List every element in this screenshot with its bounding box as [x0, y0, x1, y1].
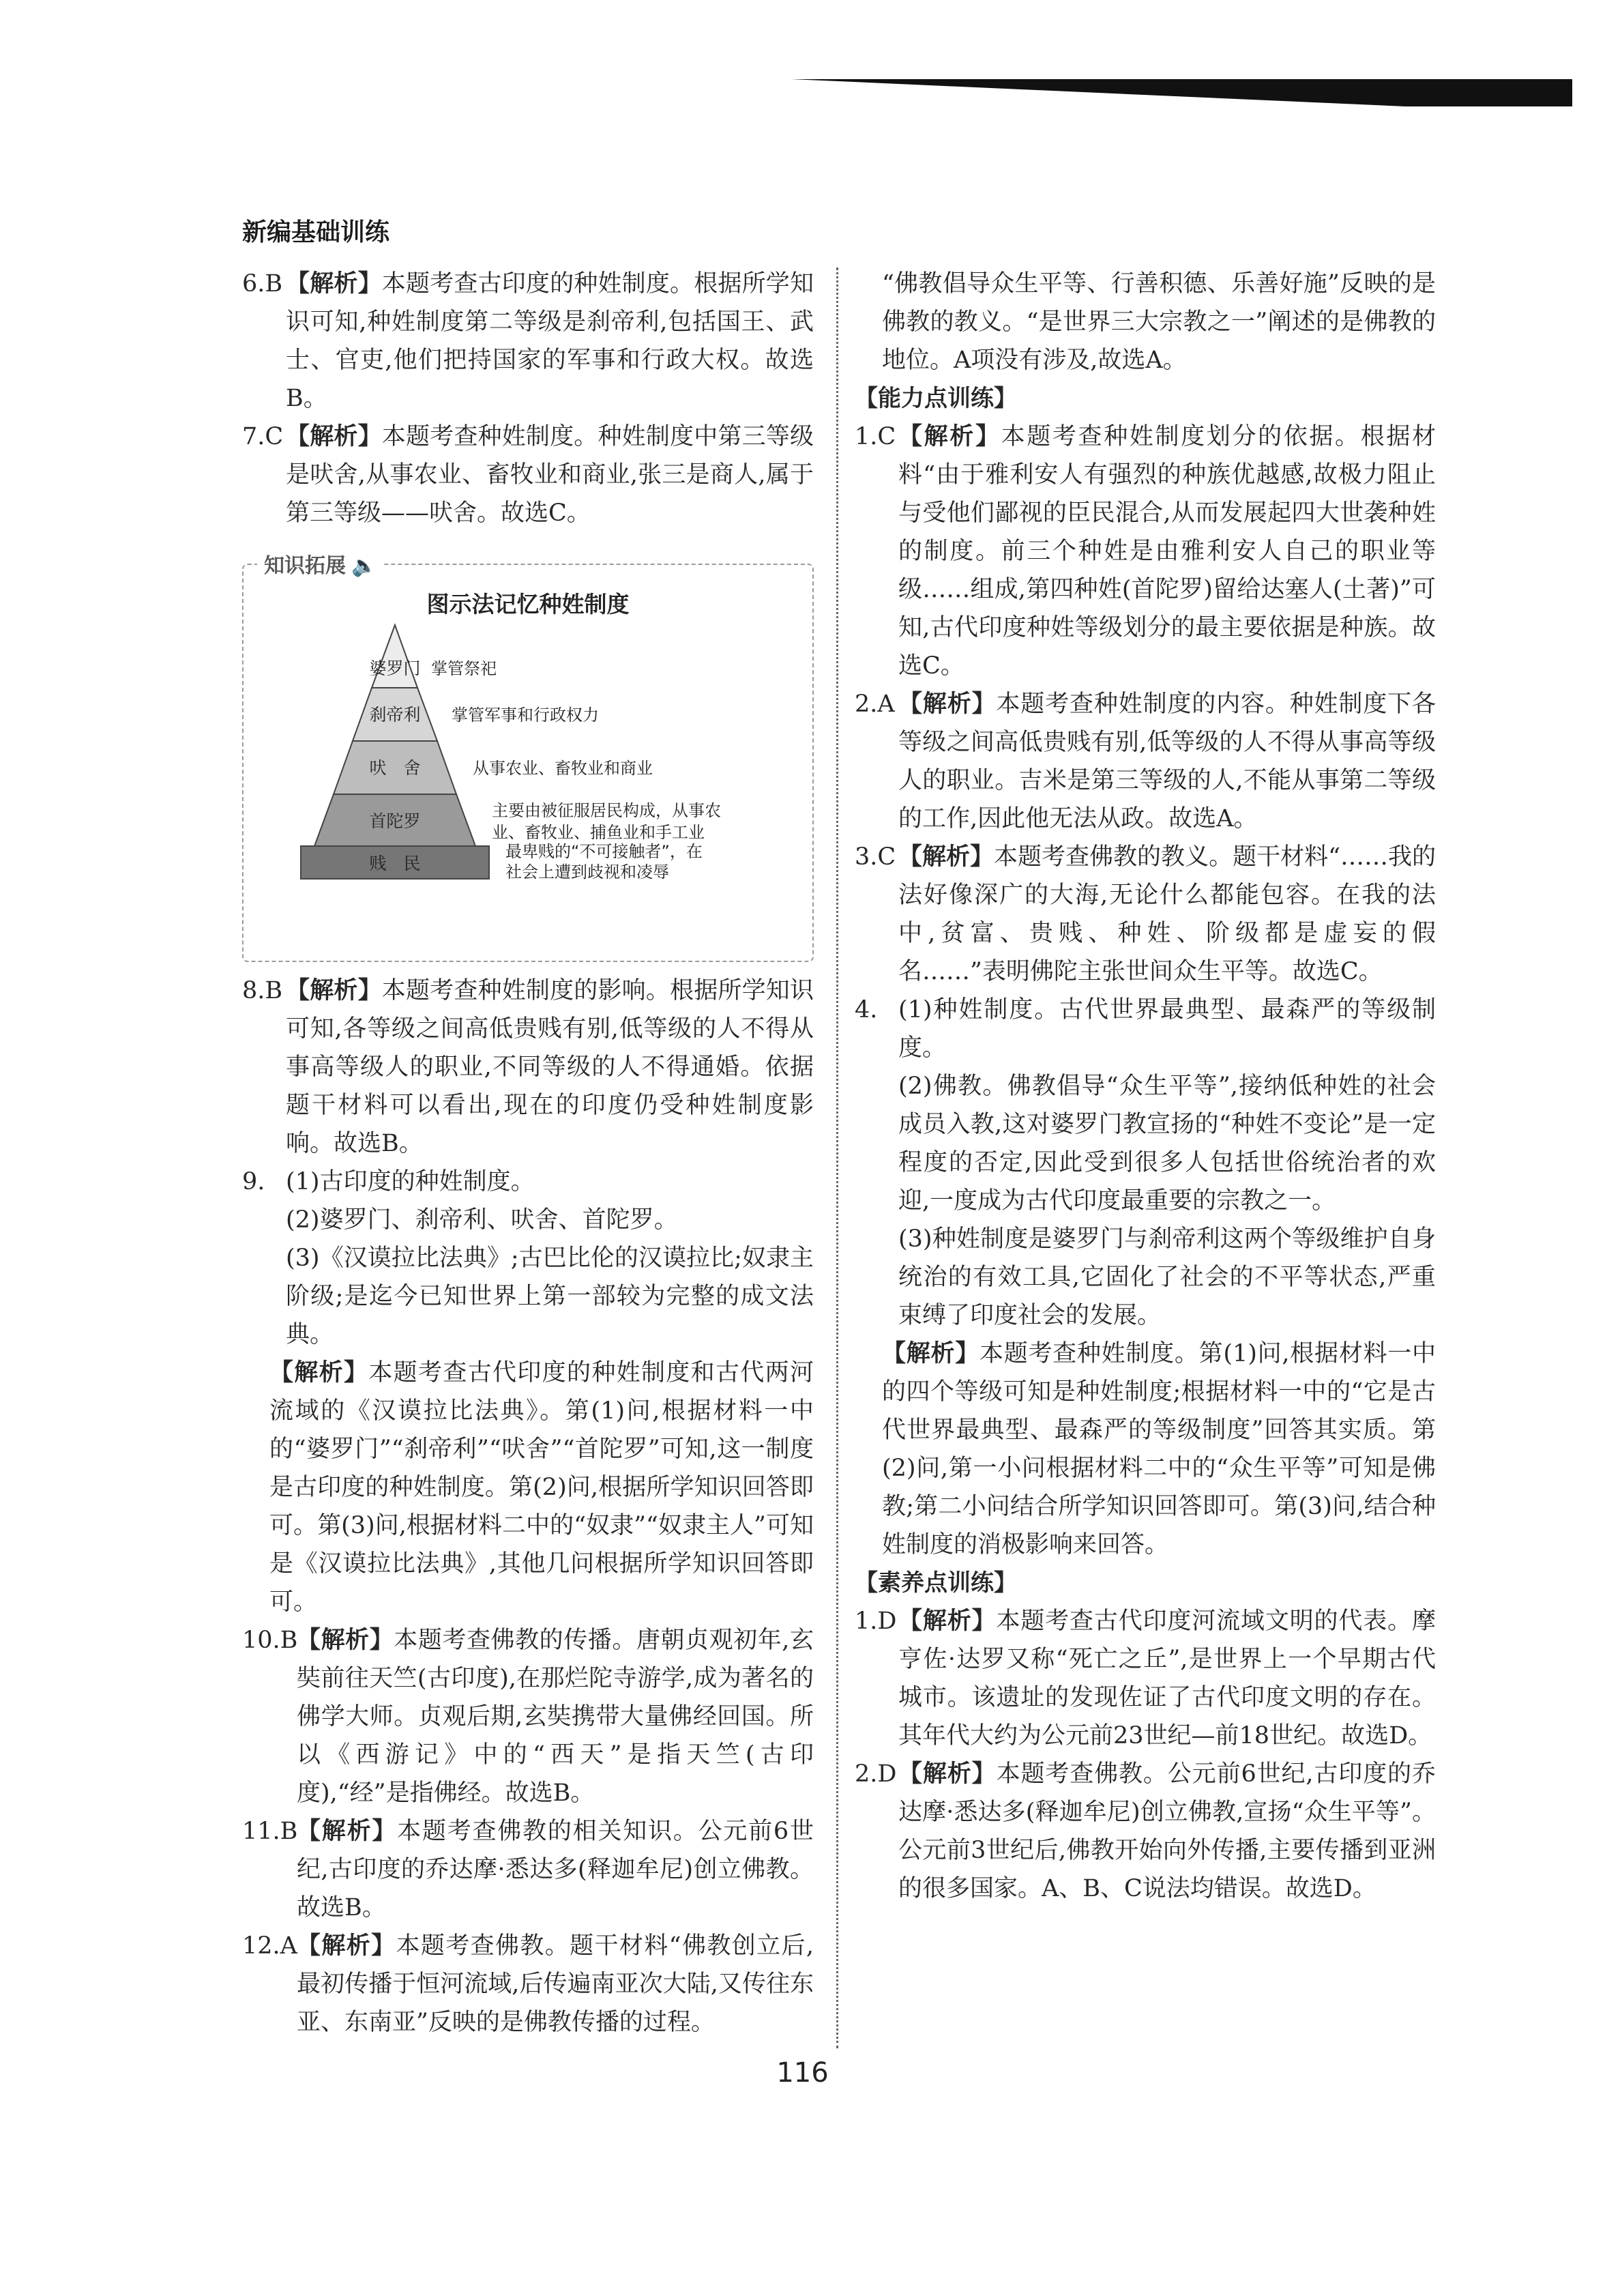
answer-number: 3.C: [855, 843, 896, 871]
analysis-tag: 【解析】: [297, 1818, 398, 1845]
tier-name: 吠 舍: [369, 758, 421, 778]
answer-text: 本题考查佛教的教义。题干材料“……我的法好像深广的大海,无论什么都能包容。在我的法中,贫富、贵贱、种姓、阶级都是虚妄的假名……”表明佛陀主张世间众生平等。故选C。: [898, 843, 1436, 985]
tier-name: 首陀罗: [369, 811, 421, 831]
analysis-tag: 【解析】: [286, 423, 382, 450]
header-decor-bar: [791, 79, 1572, 106]
section-heading-literacy: 【素养点训练】: [855, 1569, 1017, 1597]
tier-name: 婆罗门: [369, 658, 421, 678]
answer-text: 本题考查佛教。题干材料“佛教创立后,最初传播于恒河流域,后传遍南亚次大陆,又传往东亚、东南亚”反映的是佛教传播的过程。: [297, 1932, 814, 2036]
answer-number: 8.B: [242, 977, 283, 1004]
ability-answer-3: [855, 838, 1436, 991]
answer-8: [242, 972, 814, 1163]
analysis-tag: 【解析】: [898, 691, 997, 718]
answer-number: 7.C: [242, 423, 284, 450]
answer-part-2: (2)佛教。佛教倡导“众生平等”,接纳低种姓的社会成员入教,这对婆罗门教宣扬的“种姓不变论”是一定程度的否定,因此受到很多人包括世俗统治者的欢迎,一度成为古代印度最重要的宗教之一。: [898, 1073, 1436, 1215]
analysis-tag: 【解析】: [286, 977, 382, 1004]
knowledge-extension-label-text: 知识拓展: [264, 554, 346, 578]
pyramid-tier-brahmin: [372, 625, 417, 688]
ability-answer-4: [855, 991, 1436, 1335]
literacy-answer-1: [855, 1602, 1436, 1755]
caste-pyramid: [244, 565, 812, 961]
answer-10: [242, 1621, 814, 1812]
ability-answer-4-analysis: [855, 1335, 1436, 1564]
answer-12-continuation: “佛教倡导众生平等、行善积德、乐善好施”反映的是佛教的教义。“是世界三大宗教之一”阐述的是佛教的地位。A项没有涉及,故选A。: [882, 270, 1436, 374]
ability-answer-2: [855, 685, 1436, 838]
page-number: 116: [776, 2057, 829, 2089]
diagram-title: 图示法记忆种姓制度: [426, 591, 630, 617]
analysis-text: 本题考查古代印度的种姓制度和古代两河流域的《汉谟拉比法典》。第(1)问,根据材料一中的“婆罗门”“刹帝利”“吠舍”“首陀罗”可知,这一制度是古印度的种姓制度。第(2)问,根据所学知识回答即可。第(3)问,根据材料二中的“奴隶”“奴隶主人”可知是《汉谟拉比法典》,其他几问根据所学知识回答即可。: [269, 1359, 814, 1616]
answer-text: 本题考查古印度的种姓制度。根据所学知识可知,种姓制度第二等级是刹帝利,包括国王、武士、官吏,他们把持国家的军事和行政大权。故选B。: [286, 270, 814, 412]
answer-number: 6.B: [242, 270, 283, 297]
analysis-tag: 【解析】: [269, 1359, 369, 1386]
column-divider: [836, 267, 838, 2048]
answer-number: 9.: [242, 1168, 265, 1195]
answer-number: 12.A: [242, 1932, 297, 1960]
answer-number: 2.D: [855, 1760, 897, 1788]
answer-part-3: (3)《汉谟拉比法典》;古巴比伦的汉谟拉比;奴隶主阶级;是迄今已知世界上第一部较为完整的成文法典。: [286, 1245, 814, 1348]
answer-11: [242, 1812, 814, 1927]
left-column: [242, 265, 814, 2041]
answer-12: [242, 1927, 814, 2041]
answer-9-analysis: [242, 1354, 814, 1621]
answer-part-1: (1)种姓制度。古代世界最典型、最森严的等级制度。: [898, 996, 1436, 1062]
tier-description: 主要由被征服居民构成，从事农: [492, 801, 721, 820]
knowledge-extension-box: [242, 554, 814, 962]
tier-description: 从事农业、畜牧业和商业: [473, 759, 653, 778]
analysis-tag: 【解析】: [898, 423, 1001, 450]
answer-text: 本题考查古代印度河流域文明的代表。摩亨佐·达罗又称“死亡之丘”,是世界上一个早期古代城市。该遗址的发现佐证了古代印度文明的存在。其年代大约为公元前23世纪—前18世纪。故选D。: [898, 1608, 1436, 1749]
tier-description: 掌管军事和行政权力: [452, 706, 599, 725]
answer-text: 本题考查佛教的相关知识。公元前6世纪,古印度的乔达摩·悉达多(释迦牟尼)创立佛教。故选B。: [297, 1818, 814, 1921]
tier-description: 业、畜牧业、捕鱼业和手工业: [492, 823, 705, 842]
section-heading-ability: 【能力点训练】: [855, 385, 1017, 412]
answer-number: 1.D: [855, 1608, 897, 1635]
answer-text: 本题考查种姓制度划分的依据。根据材料“由于雅利安人有强烈的种族优越感,故极力阻止与受他们鄙视的臣民混合,从而发展起四大世袭种姓的制度。前三个种姓是由雅利安人自己的职业等级……组成,第四种姓(首陀罗)留给达塞人(土著)”可知,古代印度种姓等级划分的最主要依据是种族。故选C。: [898, 423, 1436, 680]
right-column: [855, 265, 1436, 1908]
answer-text: 本题考查种姓制度的内容。种姓制度下各等级之间高低贵贱有别,低等级的人不得从事高等级人的职业。吉米是第三等级的人,不能从事第二等级的工作,因此他无法从政。故选A。: [898, 691, 1436, 832]
answer-part-2: (2)婆罗门、刹帝利、吠舍、首陀罗。: [286, 1206, 678, 1234]
analysis-text: 本题考查种姓制度。第(1)问,根据材料一中的四个等级可知是种姓制度;根据材料一中的“它是古代世界最典型、最森严的等级制度”回答其实质。第(2)问,第一小问根据材料二中的“众生平等”可知是佛教;第二小问结合所学知识回答即可。第(3)问,结合种姓制度的消极影响来回答。: [882, 1340, 1436, 1558]
tier-description: 社会上遭到歧视和凌辱: [505, 862, 669, 882]
answer-number: 11.B: [242, 1818, 298, 1845]
analysis-tag: 【解析】: [286, 270, 382, 297]
analysis-tag: 【解析】: [898, 1760, 997, 1788]
analysis-tag: 【解析】: [898, 843, 995, 871]
answer-number: 1.C: [855, 423, 896, 450]
analysis-tag: 【解析】: [882, 1340, 980, 1367]
answer-part-3: (3)种姓制度是婆罗门与刹帝利这两个等级维护自身统治的有效工具,它固化了社会的不平等状态,严重束缚了印度社会的发展。: [898, 1225, 1436, 1329]
literacy-answer-2: [855, 1755, 1436, 1908]
answer-text: 本题考查种姓制度的影响。根据所学知识可知,各等级之间高低贵贱有别,低等级的人不得从事高等级人的职业,不同等级的人不得通婚。依据题干材料可以看出,现在的印度仍受种姓制度影响。故选B。: [286, 977, 814, 1157]
analysis-tag: 【解析】: [297, 1932, 396, 1960]
analysis-tag: 【解析】: [898, 1608, 997, 1635]
tier-description: 最卑贱的“不可接触者”，在: [505, 842, 703, 861]
page-title: 新编基础训练: [242, 218, 390, 246]
ability-answer-1: [855, 418, 1436, 685]
answer-text: 本题考查种姓制度。种姓制度中第三等级是吠舍,从事农业、畜牧业和商业,张三是商人,属于第三等级——吠舍。故选C。: [286, 423, 814, 527]
answer-text: 本题考查佛教。公元前6世纪,古印度的乔达摩·悉达多(释迦牟尼)创立佛教,宣扬“众生平等”。公元前3世纪后,佛教开始向外传播,主要传播到亚洲的很多国家。A、B、C说法均错误。故选D。: [898, 1760, 1436, 1902]
answer-7: [242, 418, 814, 532]
answer-number: 2.A: [855, 691, 895, 718]
tier-name: 刹帝利: [369, 705, 421, 725]
answer-number: 10.B: [242, 1627, 298, 1654]
answer-6: [242, 265, 814, 418]
answer-text: 本题考查佛教的传播。唐朝贞观初年,玄奘前往天竺(古印度),在那烂陀寺游学,成为著名的佛学大师。贞观后期,玄奘携带大量佛经回国。所以《西游记》中的“西天”是指天竺(古印度),“经”是指佛经。故选B。: [297, 1627, 814, 1807]
answer-9: [242, 1163, 814, 1354]
tier-description: 掌管祭祀: [431, 659, 497, 678]
speaker-icon: 🔈: [351, 554, 377, 578]
answer-number: 4.: [855, 996, 878, 1023]
answer-part-1: (1)古印度的种姓制度。: [286, 1168, 535, 1195]
tier-name: 贱 民: [369, 854, 421, 873]
analysis-tag: 【解析】: [297, 1627, 394, 1654]
